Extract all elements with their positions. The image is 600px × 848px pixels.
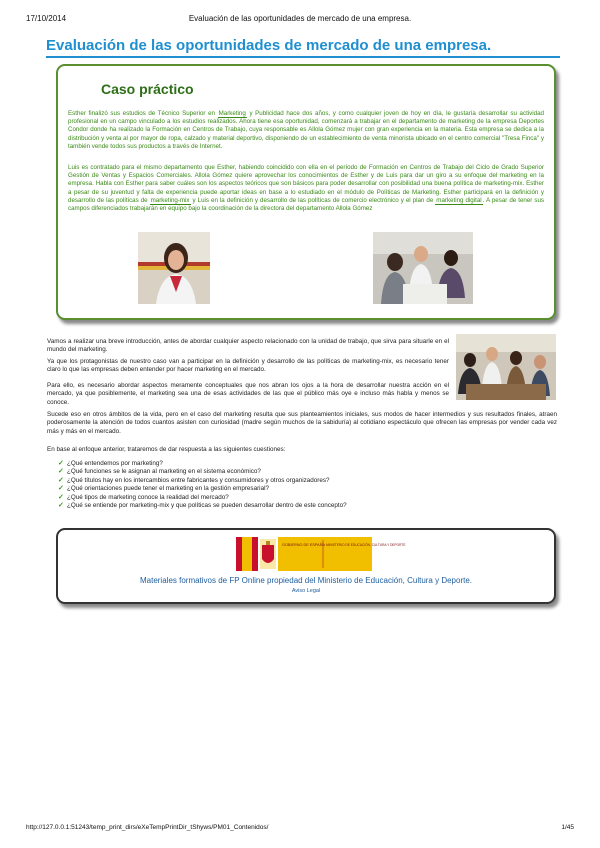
glossary-link-marketing[interactable]: Marketing <box>218 110 246 117</box>
case-text-segment: y Publicidad hace dos años, y como cualquier joven de hoy en día, le gustaría desarrollar su actividad profesional en un campo vinculado a los estudios realizados. Ahora tiene esa oportunidad, comenzará a trabajar en el departamento de marketing de la empresa Deportes Condor donde ha realizado la Formación en Centros de Trabajo, cuya responsable es Allola Gómez mujer con gran experiencia en la materia. Esta empresa se dedica a la distribución y venta al por mayor de ropa, calzado y material deportivo, disponiendo de un establecimiento de venta minorista ubicado en el centro comercial "Tresa Finca" y también vende todos sus productos a través de Internet. <box>68 110 544 150</box>
footer-text: Materiales formativos de FP Online propiedad del Ministerio de Educación, Cultura y Deporte. <box>139 576 473 585</box>
print-date: 17/10/2014 <box>26 14 67 23</box>
case-text-segment: Esther finalizó sus estudios de Técnico Superior en <box>68 110 215 117</box>
glossary-link-marketing-mix[interactable]: marketing-mix <box>150 196 190 204</box>
print-url: http://127.0.0.1:51243/temp_print_dirs/eXeTempPrintDir_tShyws/PM01_Contenidos/ <box>26 824 269 831</box>
check-icon: ✓ <box>58 493 64 501</box>
case-study-paragraph-1 <box>68 110 544 151</box>
print-header <box>26 14 574 26</box>
case-study-box <box>56 64 556 320</box>
print-title: Evaluación de las oportunidades de mercado de una empresa. <box>188 14 412 23</box>
question-item <box>58 485 347 493</box>
questions-intro: En base al enfoque anterior, trataremos de dar respuesta a las siguientes cuestiones: <box>47 446 286 453</box>
question-text: ¿Qué tipos de marketing conoce la realidad del mercado? <box>67 493 229 501</box>
question-text: ¿Qué funciones se le asignan al marketing en el sistema económico? <box>67 468 261 476</box>
question-item <box>58 502 347 510</box>
legal-notice-link[interactable]: Aviso Legal <box>291 588 321 594</box>
glossary-link-marketing-digital[interactable]: marketing digital <box>436 196 482 204</box>
check-icon: ✓ <box>58 502 64 510</box>
question-item <box>58 460 347 468</box>
intro-paragraph-3: Para ello, es necesario abordar aspectos meramente conceptuales que nos abran los ojos a la hora de desarrollar nuestra acción en el mercado, ya que posiblemente, el marketing sea una de esas actividades de las que el público más oye e incluso más habla y menos se conoce. <box>47 382 449 406</box>
question-item <box>58 494 347 502</box>
team-photo <box>373 232 473 304</box>
question-text: ¿Qué orientaciones puede tener el marketing en la gestión empresarial? <box>67 485 269 493</box>
intro-paragraph-1: Vamos a realizar una breve introducción, antes de abordar cualquier aspecto relacionado con la unidad de trabajo, que sirva para situarle en el mundo del marketing. <box>47 338 449 354</box>
question-text: ¿Qué entendemos por marketing? <box>67 460 163 467</box>
case-study-paragraph-2 <box>68 164 544 213</box>
spain-coat-of-arms-icon <box>260 539 276 569</box>
case-text-segment: y Luis en la definición y desarrollo de las políticas de comercio electrónico y el plan de <box>192 196 434 204</box>
esther-photo <box>138 232 210 304</box>
question-text: ¿Qué títulos hay en los intercambios entre fabricantes y consumidores y otros organizadores? <box>67 476 330 484</box>
check-icon: ✓ <box>58 485 64 493</box>
question-item <box>58 477 347 485</box>
question-text: ¿Qué se entiende por marketing-mix y que políticas se pueden desarrollar dentro de este concepto? <box>67 502 347 510</box>
page-number: 1/45 <box>561 824 574 831</box>
check-icon: ✓ <box>58 468 64 476</box>
check-icon: ✓ <box>58 460 64 467</box>
footer-box <box>56 528 556 604</box>
case-text-segment: Luis es contratado para el mismo departamento que Esther, habiendo coincidido con ella en el período de Formación en Centros de Trabajo del Ciclo de Grado Superior Gestión de Ventas y Espacios Comerciales. Allola Gómez quiere aprovechar los conocimientos de Esther y de Luis para dar un giro a su enfoque del marketing en la empresa. Habla con Esther para saber cuáles son los aspectos teóricos que son básicos para poder desarrollar con posibilidad una buena política de marketing-mix. Esther a pesar de su juventud y falta de experiencia puede aportar ideas en base a lo estudiado en el módulo de Políticas de Marketing. Esther participará en la definición y desarrollo de las políticas de <box>68 164 544 204</box>
case-study-heading: Caso práctico <box>101 81 194 97</box>
intro-paragraph-2: Ya que los protagonistas de nuestro caso van a participar en la definición y desarrollo de las políticas de marketing-mix, es necesario tener claro lo que las empresas deben entender por hacer marketing en el mercado. <box>47 358 449 374</box>
intro-paragraph-4: Sucede eso en otros ámbitos de la vida, pero en el caso del marketing resulta que sus planteamientos iniciales, sus modos de hacer intermedios y sus resultados finales, atraen poderosamente la atención de todos cuantos asisten con curiosidad (madre según muchos de la sabiduría) al cotidiano espectáculo que ofrecen las empresas por vender cada vez más y más en el mercado. <box>47 411 557 435</box>
question-item <box>58 468 347 476</box>
meeting-photo <box>456 334 556 400</box>
logo-text-ministry: MINISTERIO DE EDUCACIÓN, CULTURA Y DEPORTE <box>326 543 406 547</box>
case-text-segment: . A pesar de tener sus campos diferenciados trabajarán en equipo bajo la coordinación de la directora del departamento Allola Gómez <box>68 196 544 213</box>
check-icon: ✓ <box>58 476 64 484</box>
question-list <box>58 460 347 510</box>
logo-text-government: GOBIERNO DE ESPAÑA <box>282 543 325 547</box>
page-title: Evaluación de las oportunidades de mercado de una empresa. <box>46 37 560 58</box>
ministry-logo <box>236 537 406 571</box>
